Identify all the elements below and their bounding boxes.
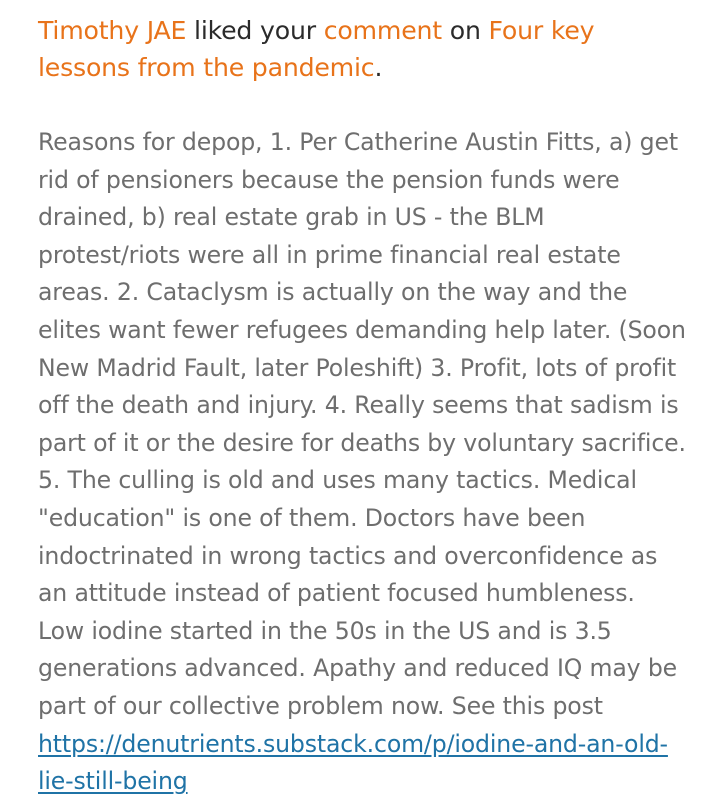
preposition-text: on [441,16,489,45]
comment-link[interactable]: comment [323,16,442,45]
actor-link[interactable]: Timothy JAE [38,16,187,45]
comment-body [38,124,688,801]
period-text: . [374,53,383,82]
notification-headline [38,12,688,86]
comment-text: Reasons for depop, 1. Per Catherine Austin Fitts, a) get rid of pensioners because the pension funds were drained, b) real estate grab in US - the BLM protest/riots were all in prime financial real estate areas. 2. Cataclysm is actually on the way and the elites want fewer refugees demanding help later. (Soon New Madrid Fault, later Poleshift) 3. Profit, lots of profit off the death and injury. 4. Really seems that sadism is part of it or the desire for deaths by voluntary sacrifice. 5. The culling is old and uses many tactics. Medical "education" is one of them. Doctors have been indoctrinated in wrong tactics and overconfidence as an attitude instead of patient focused humbleness. Low iodine started in the 50s in the US and is 3.5 generations advanced. Apathy and reduced IQ may be part of our collective problem now. See this post [38,128,686,720]
notification-card[interactable] [38,12,688,801]
comment-post-link[interactable]: https://denutrients.substack.com/p/iodine-and-an-old-lie-still-being [38,729,668,796]
verb-text: liked your [186,16,324,45]
post-title-link[interactable]: Four key lessons from the pandemic [38,16,595,82]
